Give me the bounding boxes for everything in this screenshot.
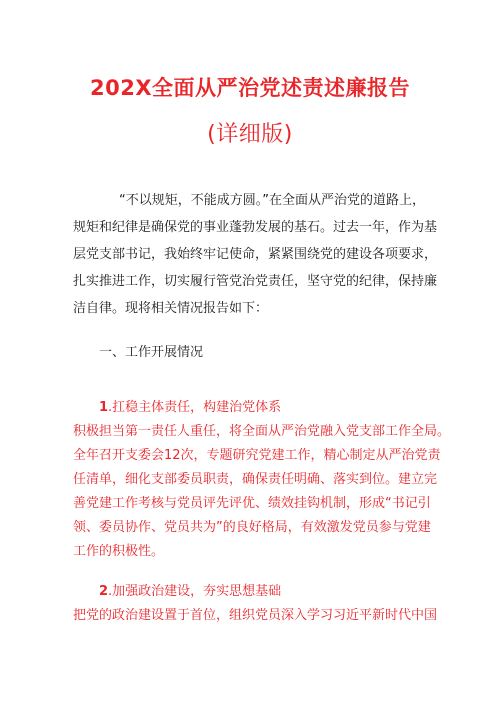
subsection-heading-2 (99, 580, 281, 599)
intro-line: 层党支部书记，我始终牢记使命，紧紧围绕党的建设各项要求， (73, 247, 438, 262)
intro-line: 规矩和纪律是确保党的事业蓬勃发展的基石。过去一年，作为基 (73, 220, 438, 235)
body-line: 工作的积极性。 (73, 544, 165, 559)
subsection-number: 2 (99, 584, 109, 599)
subsection-title: .加强政治建设，夯实思想基础 (108, 584, 282, 599)
intro-paragraph (73, 187, 439, 322)
subsection-2-paragraph (73, 604, 439, 628)
subsection-title: .扛稳主体责任，构建治党体系 (108, 400, 282, 415)
body-line: 领、委员协作、党员共为”的良好格局，有效激发党员参与党建 (73, 520, 431, 535)
body-line: 全年召开支委会12次，专题研究党建工作，精心制定从严治党责 (73, 448, 441, 463)
document-title: 202X全面从严治党述责述廉报告 (89, 76, 411, 100)
section-heading: 一、工作开展情况 (99, 345, 204, 360)
body-line: 任清单，细化支部委员职责，确保责任明确、落实到位。建立完 (73, 472, 438, 487)
body-line: 把党的政治建设置于首位，组织党员深入学习习近平新时代中国 (73, 608, 438, 623)
subsection-number: 1 (99, 400, 109, 415)
body-line: 积极担当第一责任人重任，将全面从严治党融入党支部工作全局。 (73, 424, 451, 439)
intro-line: “不以规矩，不能成方圆。”在全面从严治党的道路上， (119, 193, 425, 208)
body-line: 善党建工作考核与党员评先评优、绩效挂钩机制，形成“书记引 (73, 496, 431, 511)
subsection-1-paragraph (73, 420, 451, 564)
subsection-heading-1 (99, 396, 281, 415)
document-subtitle: (详细版) (207, 122, 293, 147)
intro-line: 洁自律。现将相关情况报告如下： (73, 301, 269, 316)
intro-line: 扎实推进工作，切实履行管党治党责任，坚守党的纪律，保持廉 (73, 274, 438, 289)
